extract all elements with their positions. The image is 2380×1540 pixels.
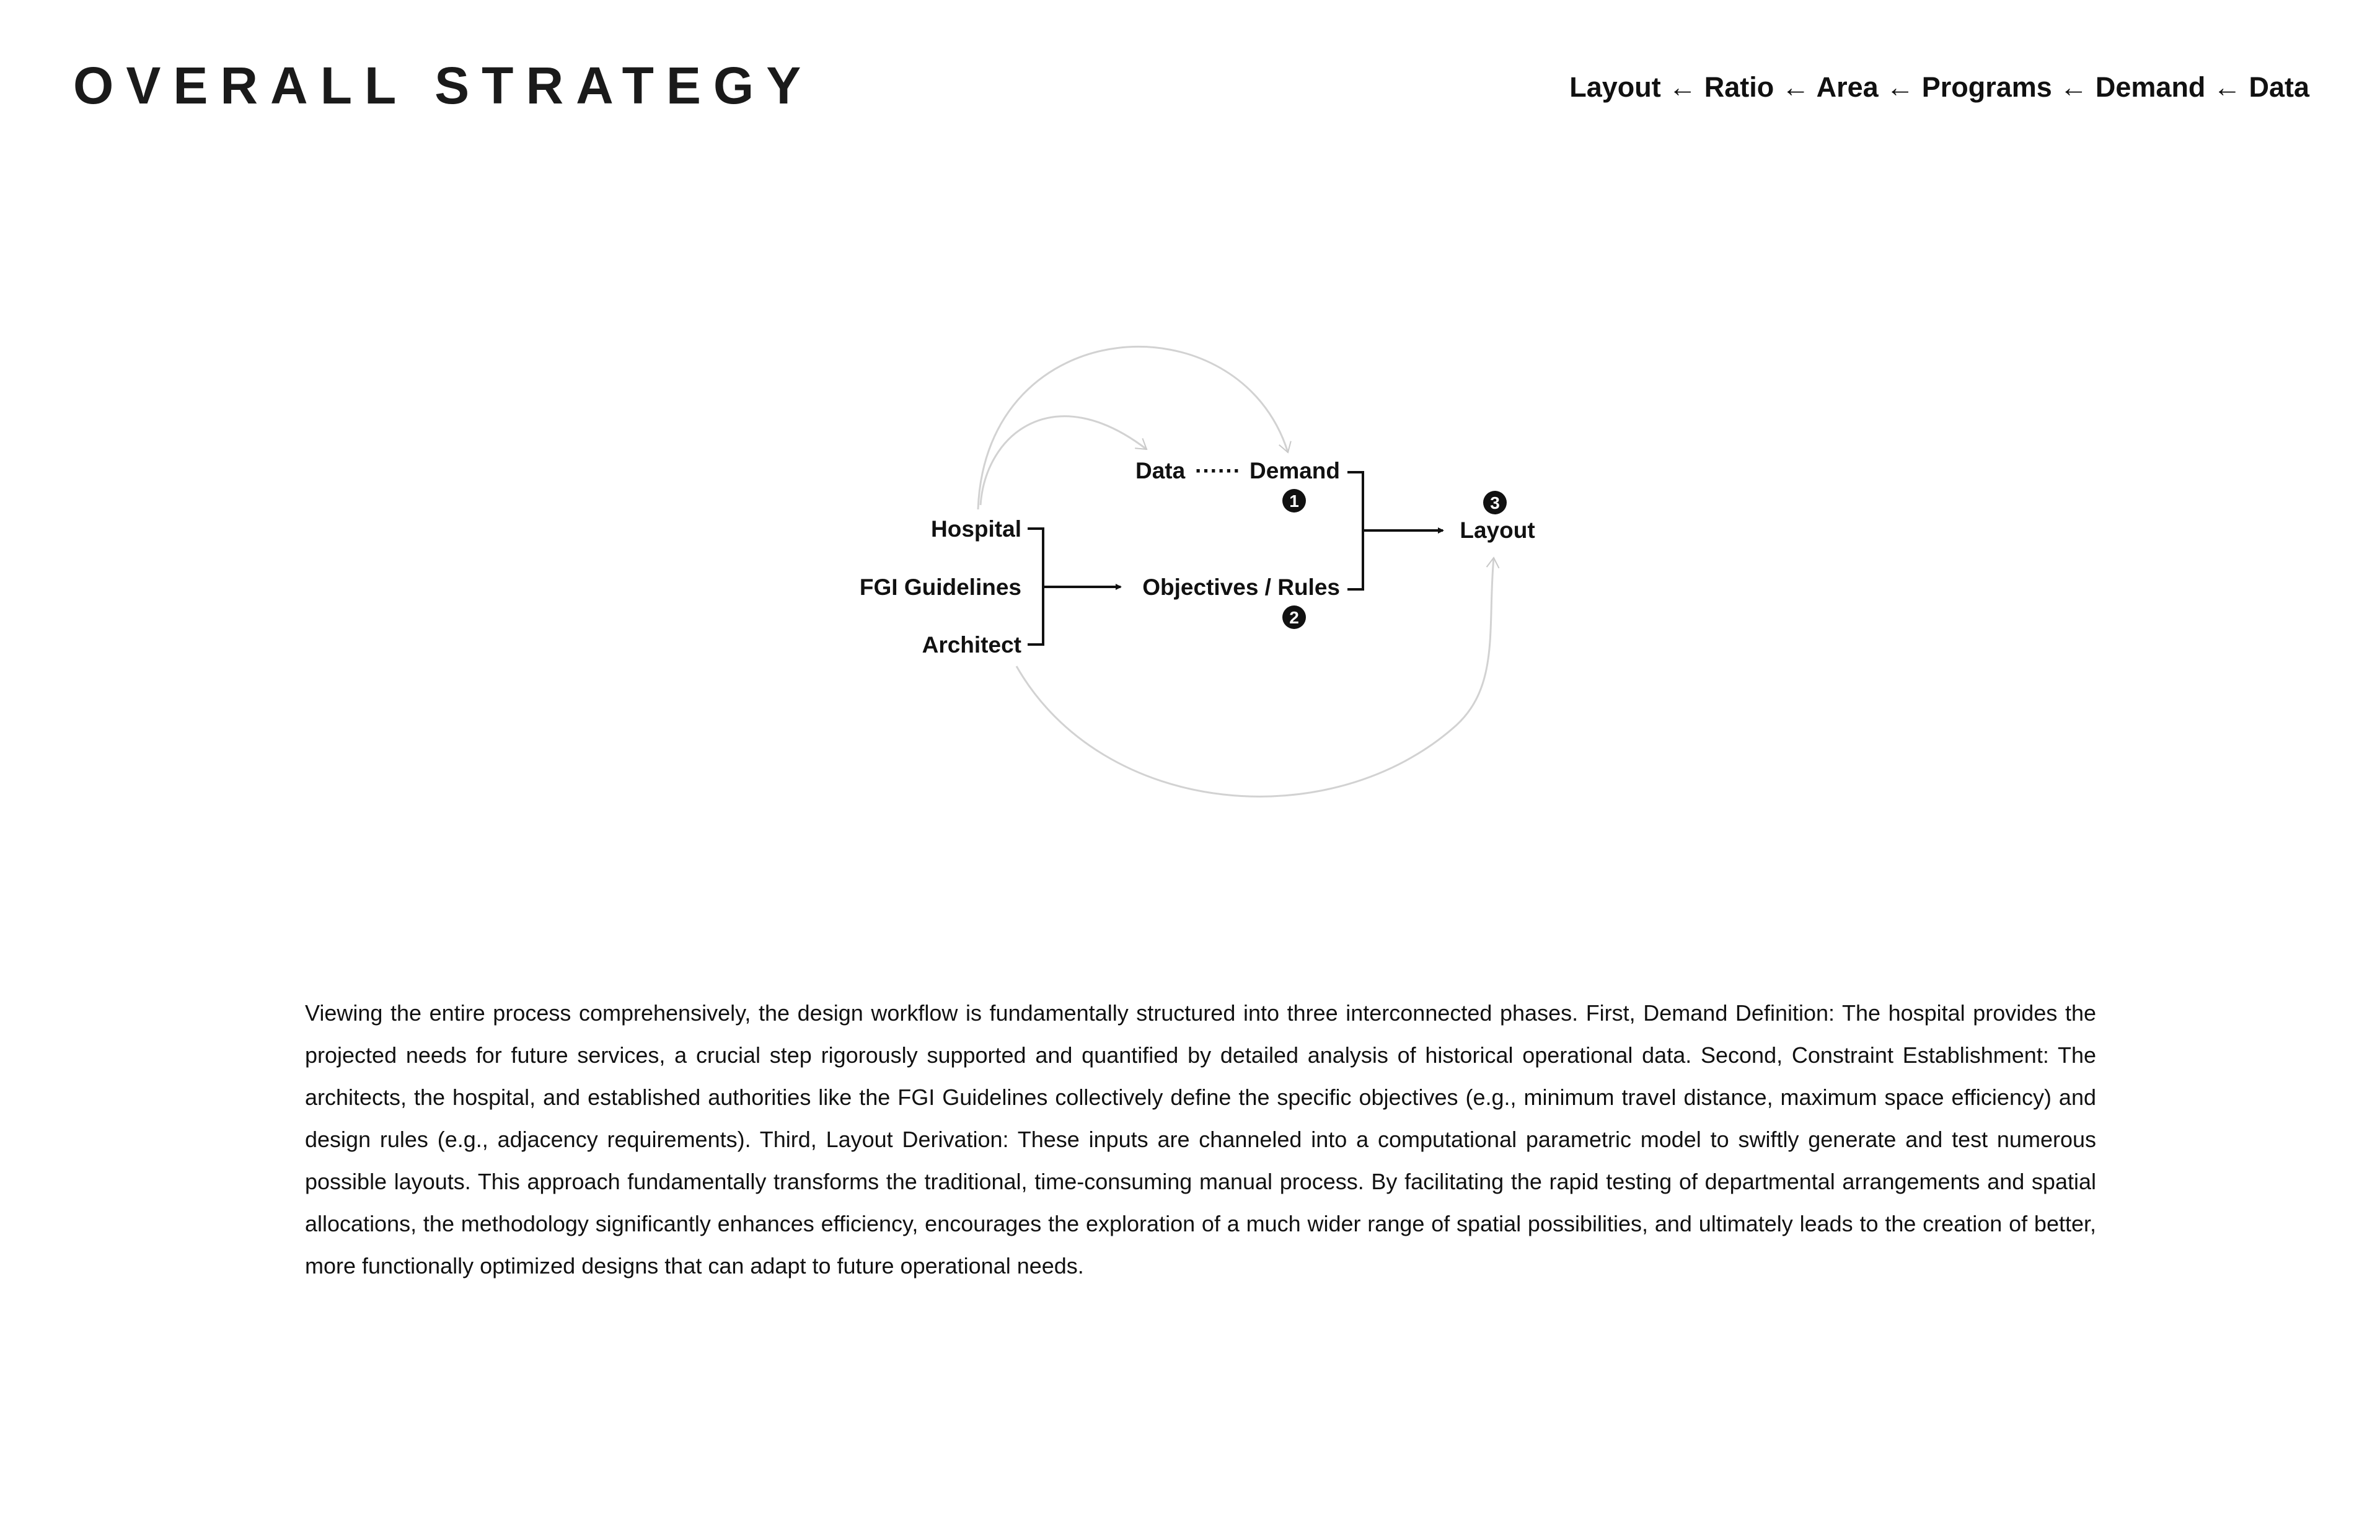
layout-label: Layout xyxy=(1460,517,1535,543)
chain-item-area: Area xyxy=(1816,71,1879,103)
constraints-bracket xyxy=(1347,472,1363,589)
chain-item-layout: Layout xyxy=(1569,71,1661,103)
demand-label: Demand xyxy=(1250,458,1340,483)
curve-hospital-to-data xyxy=(981,416,1147,505)
chain-item-data: Data xyxy=(2249,71,2309,103)
data-demand-dots: ······ xyxy=(1195,458,1241,483)
page-title: OVERALL STRATEGY xyxy=(73,56,814,115)
marker-three-number: 3 xyxy=(1490,493,1500,513)
chain-arrow: ← xyxy=(2213,71,2241,103)
chain-arrow: ← xyxy=(1886,71,1915,103)
chain-arrow: ← xyxy=(2060,71,2088,103)
input-fgi-guidelines: FGI Guidelines xyxy=(859,574,1021,600)
chain-item-programs: Programs xyxy=(1921,71,2052,103)
marker-one-number: 1 xyxy=(1289,491,1299,511)
chain-item-demand: Demand xyxy=(2095,71,2206,103)
chain-arrow: ← xyxy=(1668,71,1697,103)
curve-hospital-to-demand xyxy=(978,346,1288,509)
description-paragraph: Viewing the entire process comprehensively, the design workflow is fundamentally structured into three interconnected phases. First, Demand Definition: The hospital provides the projected needs for future services, a crucial step rigorously supported and quantified by detailed analysis of historical operational data. Second, Constraint Establishment: The architects, the hospital, and established authorities like the FGI Guidelines collectively define the specific objectives (e.g., minimum travel distance, maximum space efficiency) and design rules (e.g., adjacency requirements). Third, Layout Derivation: These inputs are channeled into a computational parametric model to swiftly generate and test numerous possible layouts. This approach fundamentally transforms the traditional, time-consuming manual process. By facilitating the rapid testing of departmental arrangements and spatial allocations, the methodology significantly enhances efficiency, encourages the exploration of a much wider range of spatial possibilities, and ultimately leads to the creation of better, more functionally optimized designs that can adapt to future operational needs. xyxy=(305,1000,2096,1278)
chain-item-ratio: Ratio xyxy=(1704,71,1774,103)
chain-arrow: ← xyxy=(1781,71,1810,103)
marker-two-number: 2 xyxy=(1289,608,1299,627)
objectives-rules-label: Objectives / Rules xyxy=(1142,574,1340,600)
inputs-bracket xyxy=(1028,529,1043,645)
input-hospital: Hospital xyxy=(931,516,1021,542)
input-architect: Architect xyxy=(922,632,1021,658)
data-label: Data xyxy=(1135,458,1186,483)
